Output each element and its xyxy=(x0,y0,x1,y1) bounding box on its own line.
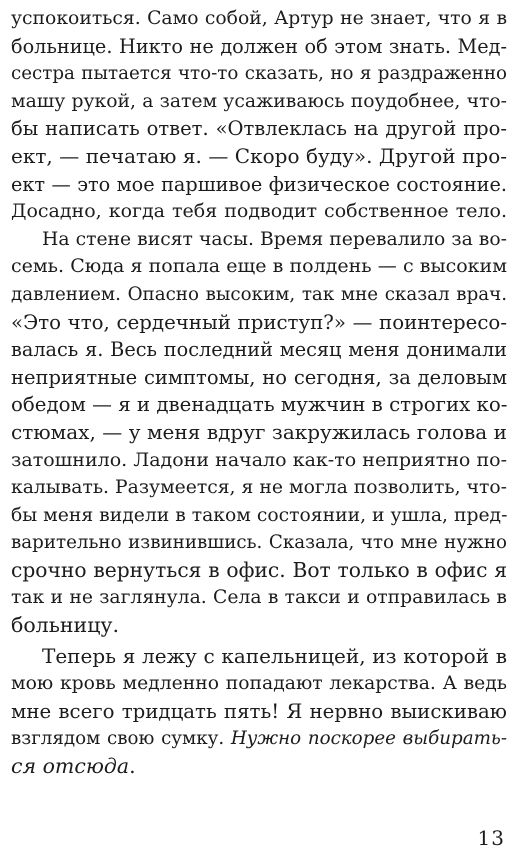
text-line: давлением. Опасно высоким, так мне сказал врач. xyxy=(11,283,507,305)
text-line: варительно извинившись. Сказала, что мне нужно xyxy=(11,532,507,554)
italic-text: ся отсюда xyxy=(11,754,130,779)
paragraph-2 xyxy=(11,226,507,640)
text-line: ект, — печатаю я. — Скоро буду». Другой про- xyxy=(11,143,507,168)
paragraph-3 xyxy=(11,643,507,781)
text-line: валась я. Весь последний месяц меня донимали xyxy=(11,338,507,362)
text-line: семь. Сюда я попала еще в полдень — с высоким xyxy=(11,255,507,278)
italic-text: Нужно поскорее выбирать- xyxy=(230,728,507,750)
text-line: ект — это мое паршивое физическое состояние. xyxy=(11,172,507,196)
text-line: стюмах, — у меня вдруг закружилась голова и xyxy=(11,419,507,444)
text-line: обедом — я и двенадцать мужчин в строгих ко- xyxy=(11,393,508,417)
text-line: срочно вернуться в офис. Вот только в офис я xyxy=(11,557,507,582)
paragraph-1 xyxy=(11,5,507,226)
text-line xyxy=(11,725,507,753)
text-line: больнице. Никто не должен об этом знать. Мед- xyxy=(11,34,507,58)
text-line: машу рукой, а затем усаживаюсь поудобнее, что- xyxy=(11,90,507,112)
text-line xyxy=(11,753,507,781)
text-line: Теперь я лежу с капельницей, из которой в xyxy=(42,643,507,668)
text-segment: . xyxy=(129,754,136,779)
body-text xyxy=(11,5,507,781)
text-line: неприятные симптомы, но сегодня, за деловым xyxy=(11,365,507,389)
text-segment: взглядом свою сумку. xyxy=(11,728,231,750)
text-line: так и не заглянула. Села в такси и отправилась в xyxy=(11,587,507,609)
text-line: На стене висят часы. Время перевалило за во- xyxy=(42,228,507,250)
text-line: мою кровь медленно попадают лекарства. А ведь xyxy=(11,673,507,695)
text-line: калывать. Разумеется, я не могла позволить, что- xyxy=(11,477,507,499)
text-line: больницу. xyxy=(11,613,119,638)
page-number: 13 xyxy=(477,826,505,850)
text-line: «Это что, сердечный приступ?» — поинтересо- xyxy=(11,310,507,334)
text-line: Досадно, когда тебя подводит собственное тело. xyxy=(11,200,507,223)
text-line: бы меня видели в таком состоянии, и ушла, пред- xyxy=(11,504,508,526)
text-line: затошнило. Ладони начало как-то неприятно по- xyxy=(11,448,507,471)
text-line: мне всего тридцать пять! Я нервно выискиваю xyxy=(11,699,507,723)
text-line: успокоиться. Само собой, Артур не знает, что я в xyxy=(11,8,507,29)
text-line: сестра пытается что-то сказать, но я раздраженно xyxy=(11,63,507,85)
text-line: бы написать ответ. «Отвлеклась на другой про- xyxy=(11,117,507,141)
